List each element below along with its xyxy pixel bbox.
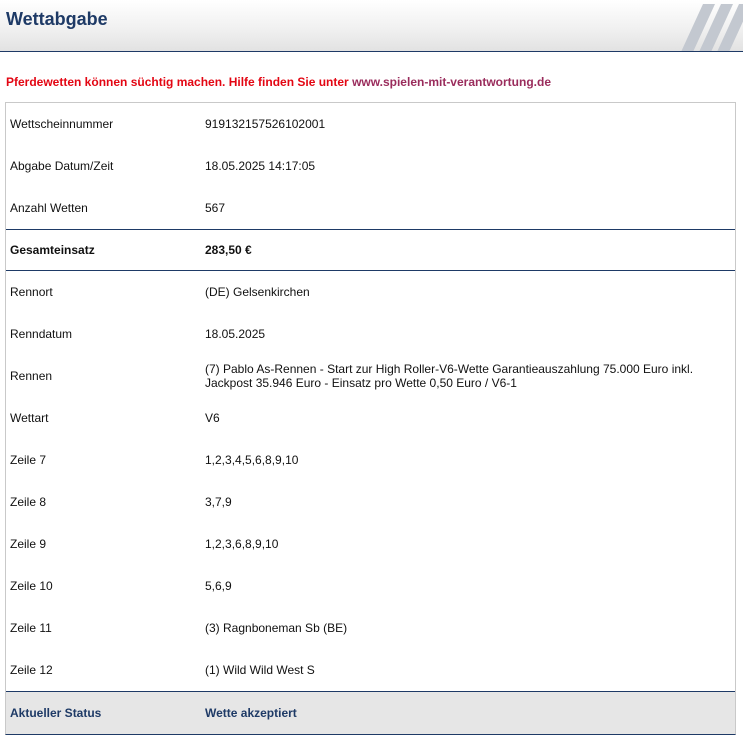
row-value: 18.05.2025 14:17:05: [205, 159, 316, 173]
bet-ticket-table: [5, 102, 736, 735]
ticket-row-leg-7: [6, 439, 735, 481]
ticket-row-leg-10: [6, 565, 735, 607]
ticket-row-bet-type: [6, 397, 735, 439]
row-value: (1) Wild Wild West S: [205, 663, 315, 677]
ticket-row-datetime: [6, 145, 735, 187]
row-value: 1,2,3,6,8,9,10: [205, 537, 279, 551]
ticket-row-leg-8: [6, 481, 735, 523]
row-value: 1,2,3,4,5,6,8,9,10: [205, 453, 299, 467]
ticket-row-leg-9: [6, 523, 735, 565]
row-label: Wettart: [10, 411, 49, 425]
status-value: Wette akzeptiert: [205, 706, 297, 720]
row-label: Gesamteinsatz: [10, 243, 95, 257]
row-value: 919132157526102001: [205, 117, 326, 131]
row-label: Zeile 8: [10, 495, 47, 509]
row-value: 18.05.2025: [205, 327, 266, 341]
ticket-row-race: [6, 355, 735, 397]
page-title: Wettabgabe: [6, 9, 108, 29]
ticket-row-venue: [6, 271, 735, 313]
row-value: 5,6,9: [205, 579, 232, 593]
ticket-row-leg-12: [6, 649, 735, 691]
row-value: 3,7,9: [205, 495, 232, 509]
ticket-row-leg-11: [6, 607, 735, 649]
row-value: (7) Pablo As-Rennen - Start zur High Roller-V6-Wette Garantieauszahlung 75.000 Euro inkl. Jackpost 35.946 Euro - Einsatz pro Wette 0,50 Euro / V6-1: [205, 362, 694, 390]
header-stripes-decoration: [663, 0, 743, 52]
row-label: Anzahl Wetten: [10, 201, 88, 215]
row-label: Wettscheinnummer: [10, 117, 114, 131]
gambling-warning-text: Pferdewetten können süchtig machen. Hilfe finden Sie unter: [6, 75, 349, 89]
row-value: 283,50 €: [205, 243, 252, 257]
row-value: V6: [205, 411, 220, 425]
gambling-warning: [6, 75, 551, 89]
row-value: 567: [205, 201, 226, 215]
row-label: Zeile 7: [10, 453, 47, 467]
status-label: Aktueller Status: [10, 706, 102, 720]
row-value: (DE) Gelsenkirchen: [205, 285, 310, 299]
row-label: Abgabe Datum/Zeit: [10, 159, 114, 173]
row-label: Zeile 10: [10, 579, 53, 593]
row-label: Rennen: [10, 369, 53, 383]
row-label: Zeile 11: [10, 621, 52, 635]
row-label: Renndatum: [10, 327, 73, 341]
ticket-row-race-date: [6, 313, 735, 355]
ticket-row-status: [6, 691, 735, 734]
ticket-row-total-stake: [6, 229, 735, 271]
page-header: [0, 0, 743, 52]
row-label: Rennort: [10, 285, 53, 299]
responsible-gaming-link[interactable]: www.spielen-mit-verantwortung.de: [352, 75, 551, 89]
row-value: (3) Ragnboneman Sb (BE): [205, 621, 348, 635]
row-label: Zeile 9: [10, 537, 47, 551]
row-label: Zeile 12: [10, 663, 53, 677]
ticket-row-number: [6, 103, 735, 145]
ticket-row-bet-count: [6, 187, 735, 229]
